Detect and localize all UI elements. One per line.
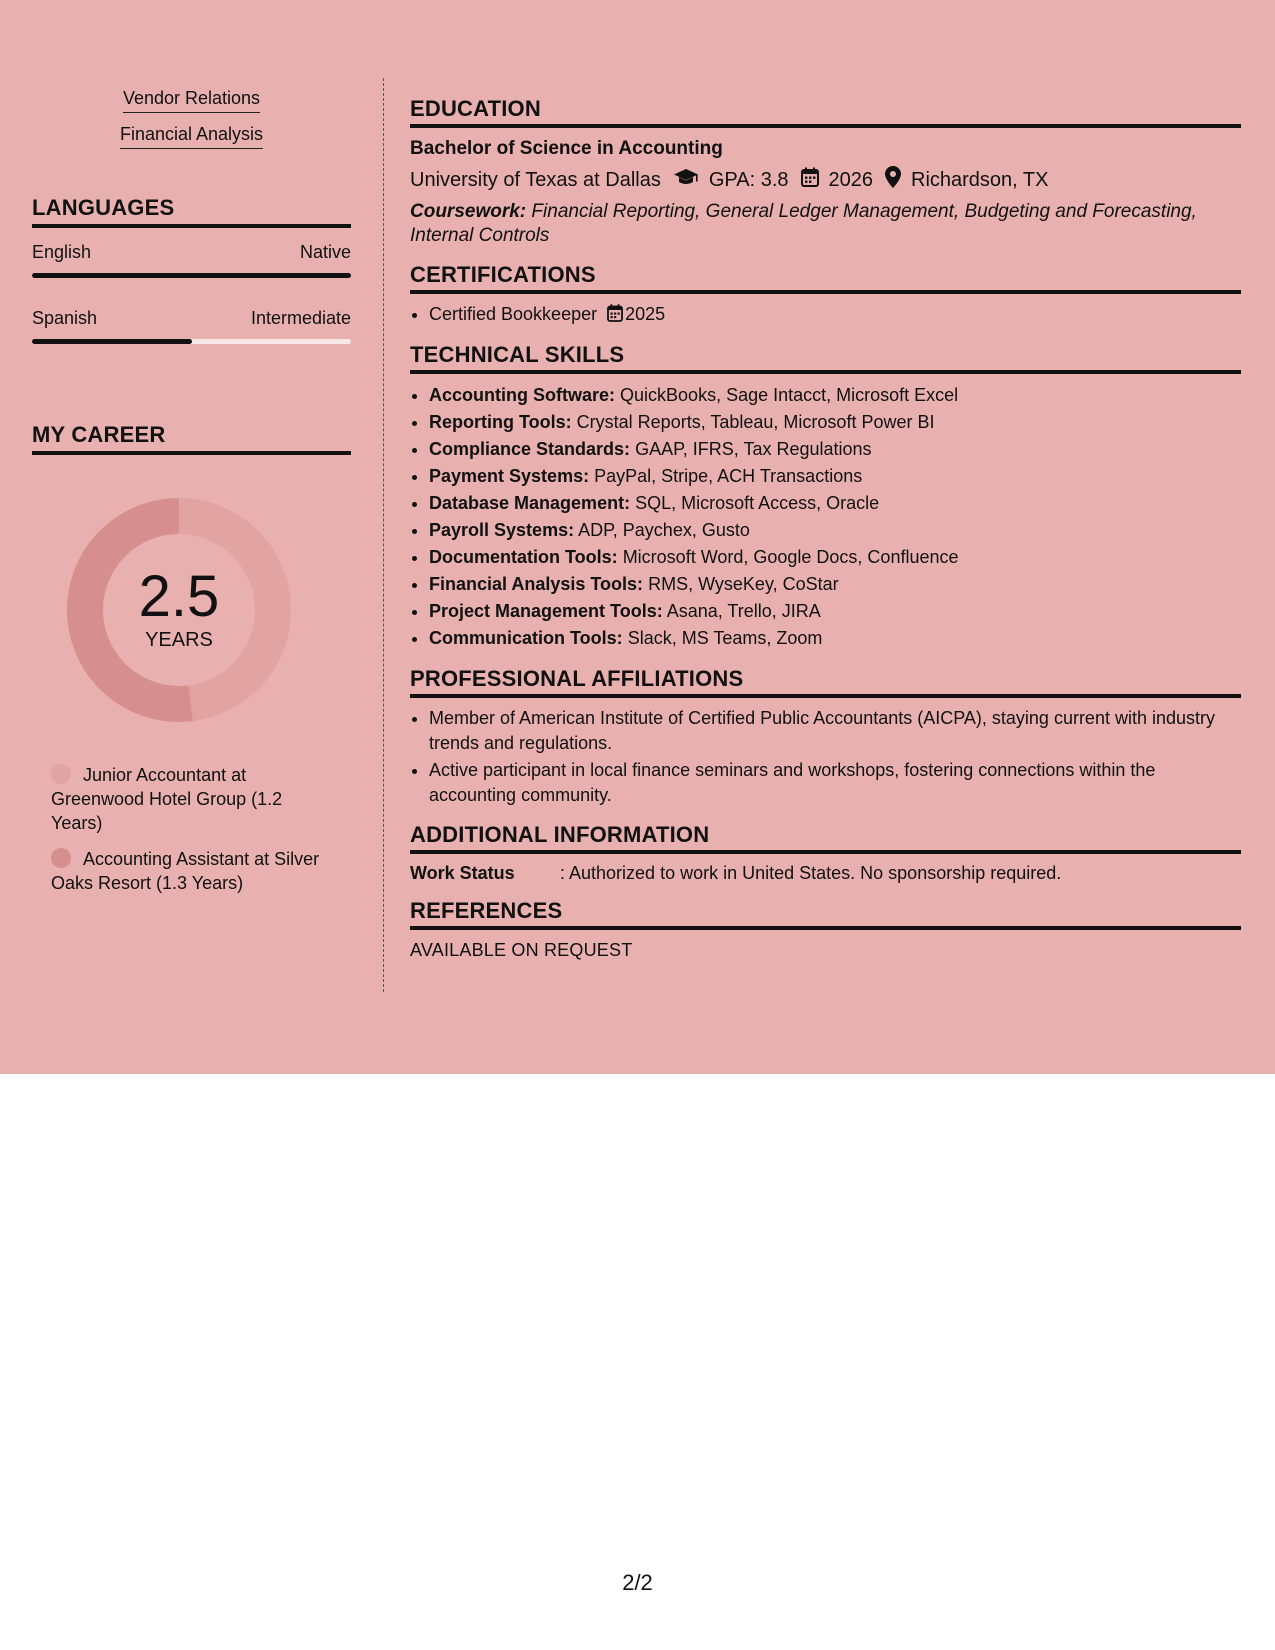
calendar-icon [607,304,623,328]
skill-category: Payroll Systems: [429,520,575,540]
skill-category: Financial Analysis Tools: [429,574,644,594]
school-location: Richardson, TX [911,168,1049,191]
skill-values: Microsoft Word, Google Docs, Confluence [622,547,959,567]
list-item: • Member of American Institute of Certified Public Accountants (AICPA), staying current with industry trends and regulations. [429,706,1241,756]
skill-category: Reporting Tools: [429,412,572,432]
skill-values: RMS, WyseKey, CoStar [648,574,839,594]
legend-dot-icon [51,848,71,868]
legend-dot-icon [51,764,71,784]
location-pin-icon [885,166,901,194]
list-item [429,571,1241,598]
certification-name: Certified Bookkeeper [429,304,598,324]
column-divider [383,78,384,992]
coursework-label: Coursework: [410,201,527,222]
technical-skills-list [410,382,1241,652]
school-name: University of Texas at Dallas [410,168,661,191]
career-legend-item [51,763,321,835]
degree-title: Bachelor of Science in Accounting [410,138,723,159]
language-spanish [32,308,351,344]
skill-link-financial-analysis[interactable]: Financial Analysis [120,124,263,149]
calendar-icon [801,167,819,193]
skill-category: Accounting Software: [429,385,616,405]
career-item-label: Accounting Assistant at Silver Oaks Resort (1.3 Years) [51,849,320,893]
right-column [410,90,1241,961]
references-text: AVAILABLE ON REQUEST [410,940,633,960]
skill-values: QuickBooks, Sage Intacct, Microsoft Excel [620,385,959,405]
list-item [429,490,1241,517]
education-meta [410,166,1241,194]
career-total-years: 2.5 [138,564,220,629]
work-status-label: Work Status [410,863,515,883]
skill-category: Communication Tools: [429,628,623,648]
certifications-list [410,302,1241,328]
skill-values: GAAP, IFRS, Tax Regulations [635,439,872,459]
career-donut-chart [64,495,294,725]
career-years-unit: YEARS [145,629,213,651]
language-name: Spanish [32,308,98,328]
list-item [429,382,1241,409]
certifications-heading: CERTIFICATIONS [410,262,1241,294]
skill-category: Payment Systems: [429,466,590,486]
language-proficiency-fill [32,339,192,344]
list-item [429,302,1241,328]
language-level: Intermediate [250,308,351,328]
skill-category: Database Management: [429,493,631,513]
career-legend [51,763,321,895]
language-proficiency-fill [32,273,351,278]
skill-values: ADP, Paychex, Gusto [578,520,750,540]
language-proficiency-bar [32,273,351,278]
coursework [410,200,1241,248]
language-level: Native [299,242,351,262]
skill-category: Documentation Tools: [429,547,618,567]
technical-skills-heading: TECHNICAL SKILLS [410,342,1241,374]
skill-values: PayPal, Stripe, ACH Transactions [594,466,863,486]
affiliations-heading: PROFESSIONAL AFFILIATIONS [410,666,1241,698]
gpa: GPA: 3.8 [708,168,789,191]
language-proficiency-bar [32,339,351,344]
skill-link-vendor-relations[interactable]: Vendor Relations [123,88,260,113]
list-item [429,409,1241,436]
language-name: English [32,242,92,262]
list-item: • Active participant in local finance seminars and workshops, fostering connections within the accounting community. [429,758,1241,808]
references-heading: REFERENCES [410,898,1241,930]
coursework-text: Financial Reporting, General Ledger Management, Budgeting and Forecasting, Internal Controls [410,201,1197,246]
certification-year: 2025 [625,304,666,324]
career-legend-item [51,847,321,895]
list-item [429,517,1241,544]
list-item [429,463,1241,490]
skill-values: Crystal Reports, Tableau, Microsoft Power BI [576,412,935,432]
career-heading: MY CAREER [32,422,351,455]
graduation-year: 2026 [828,168,874,191]
skill-values: Slack, MS Teams, Zoom [627,628,823,648]
work-status-value: : Authorized to work in United States. No sponsorship required. [560,863,1062,883]
language-english [32,242,351,278]
affiliations-list [410,706,1241,808]
list-item [429,436,1241,463]
list-item [429,544,1241,571]
additional-information-heading: ADDITIONAL INFORMATION [410,822,1241,854]
graduation-cap-icon [673,167,699,193]
skill-category: Project Management Tools: [429,601,663,621]
education-heading: EDUCATION [410,96,1241,128]
list-item [429,598,1241,625]
skill-category: Compliance Standards: [429,439,631,459]
career-item-label: Junior Accountant at Greenwood Hotel Group (1.2 Years) [51,765,283,833]
left-column [32,78,351,907]
languages-heading: LANGUAGES [32,195,351,228]
work-status-row [410,863,1241,884]
list-item [429,625,1241,652]
skill-values: SQL, Microsoft Access, Oracle [635,493,880,513]
page-number: 2/2 [622,1570,653,1595]
skill-links [32,88,351,149]
skill-values: Asana, Trello, JIRA [666,601,821,621]
